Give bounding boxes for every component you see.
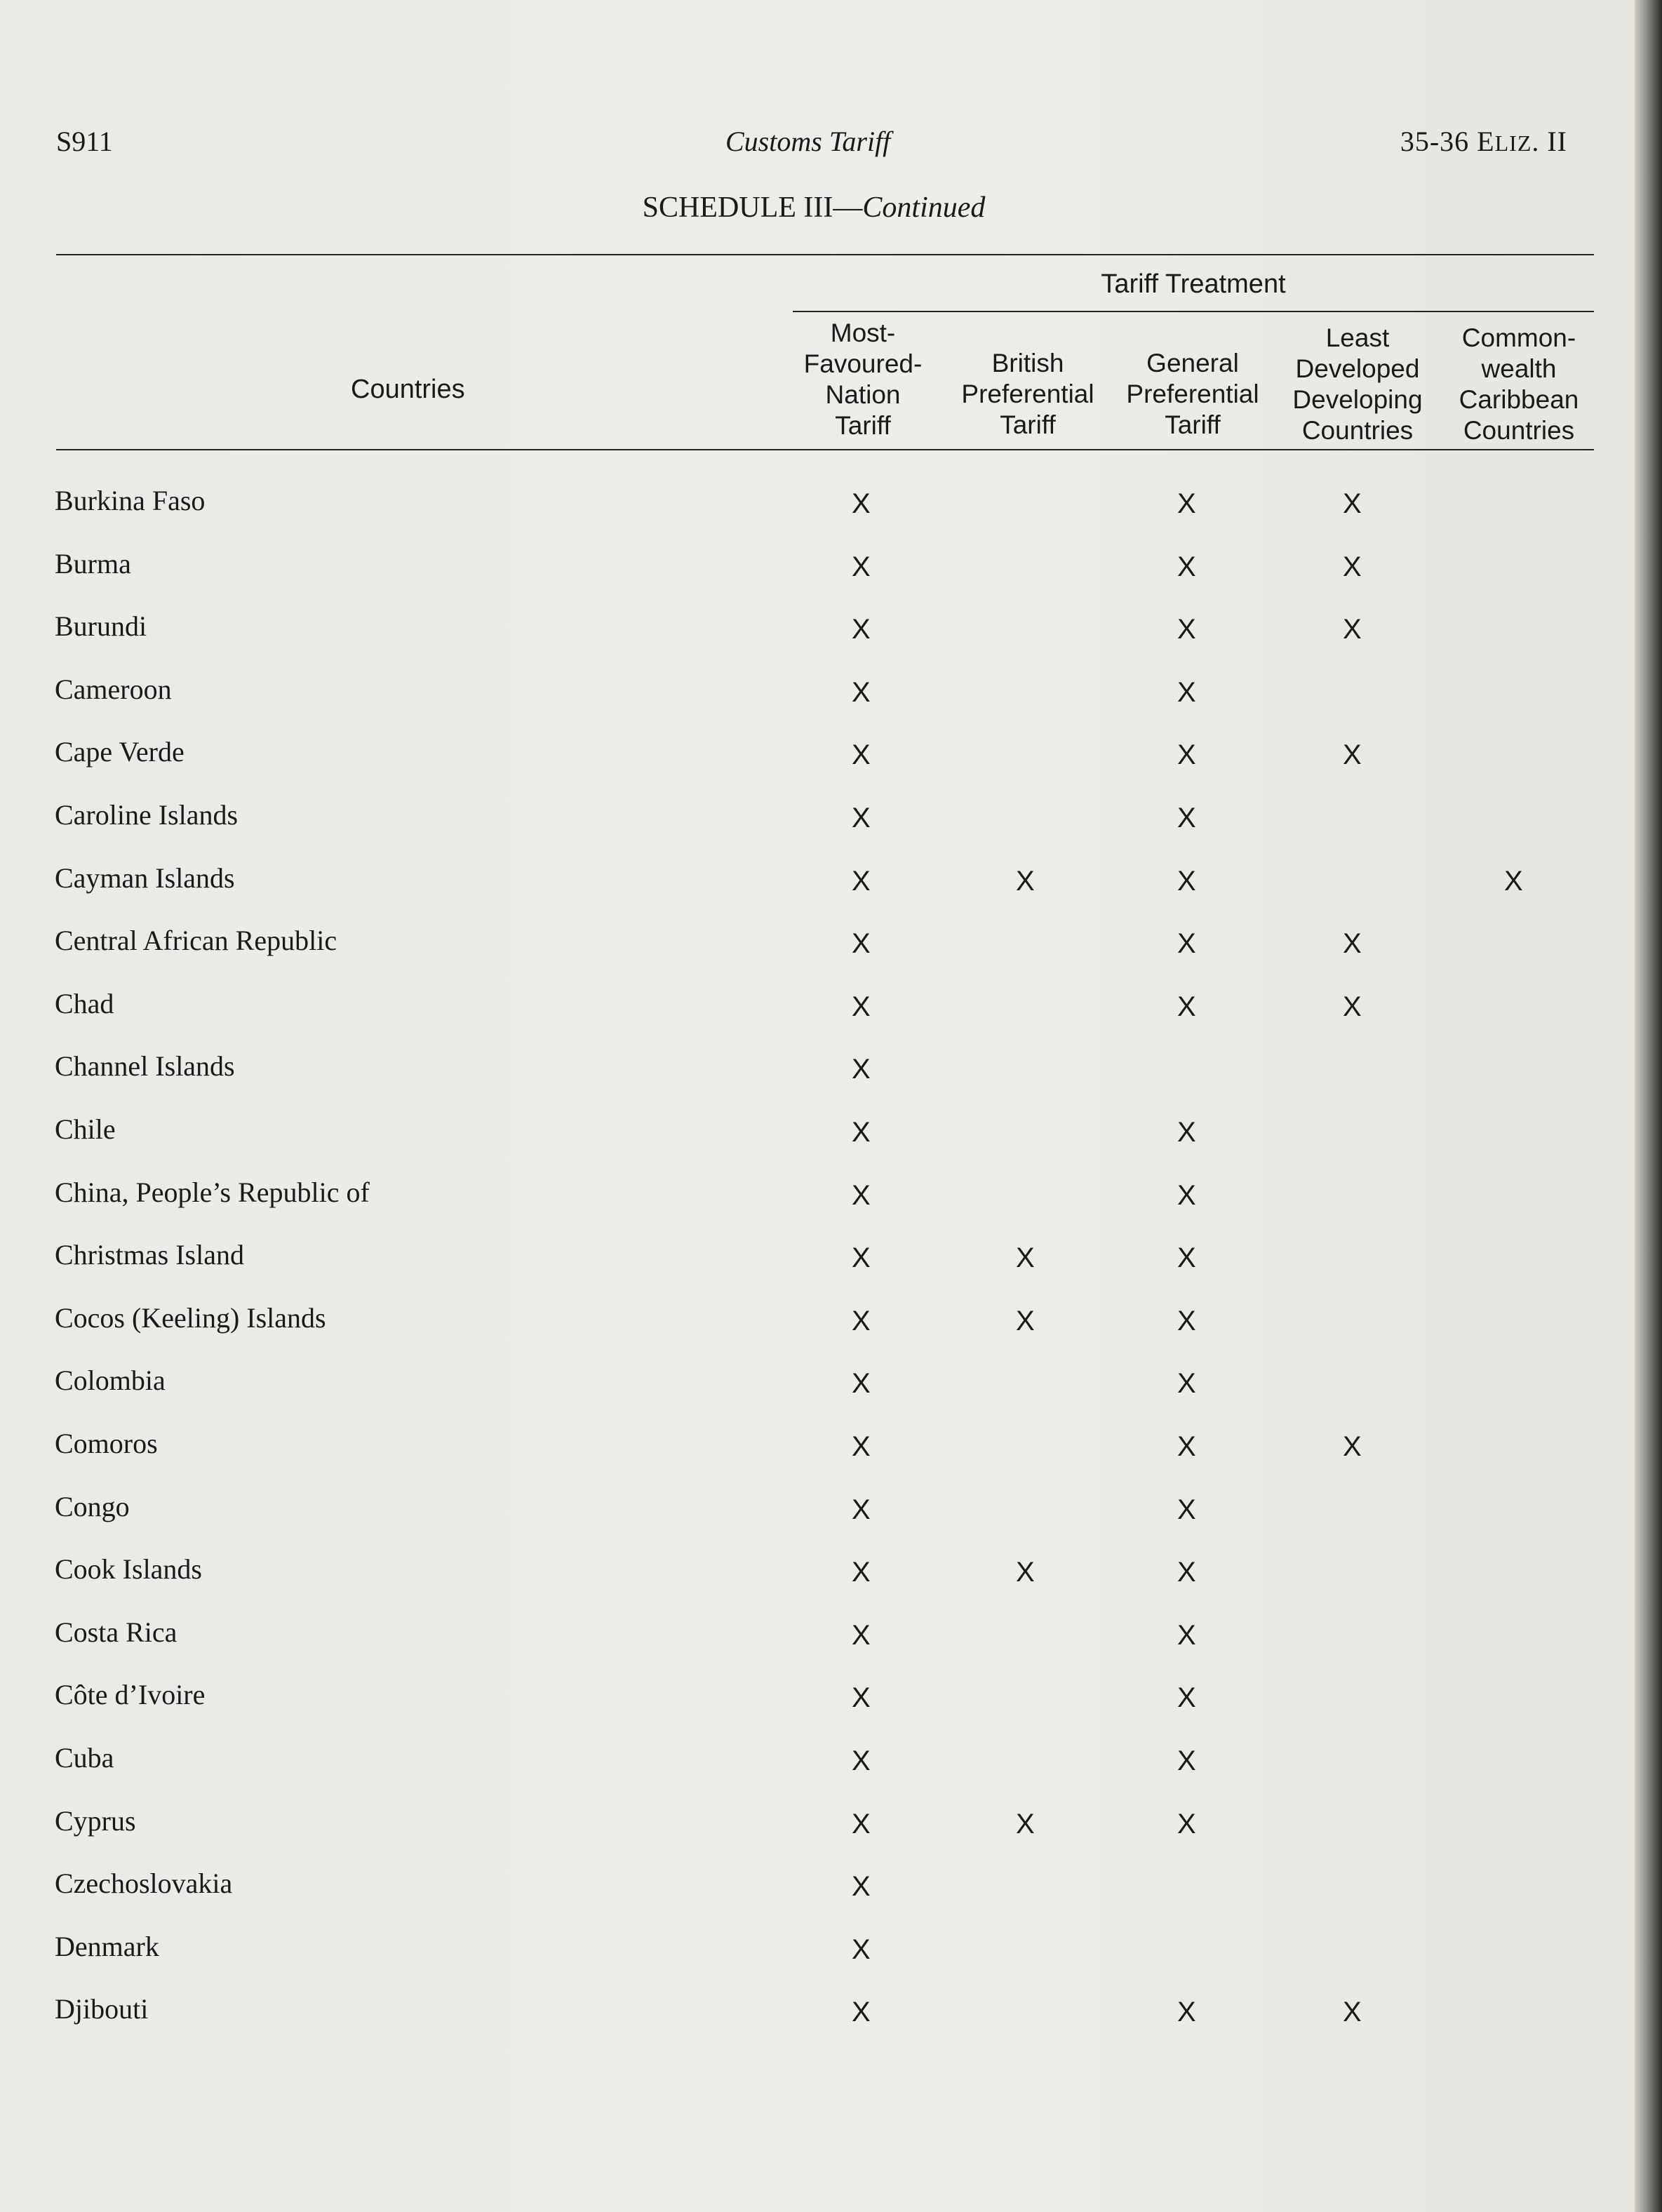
country-name: Chile — [55, 1113, 116, 1145]
tariff-mark: X — [1177, 991, 1196, 1022]
table-row — [0, 1490, 1635, 1553]
tariff-mark: X — [852, 1557, 871, 1588]
country-name: Burma — [55, 548, 131, 579]
tariff-treatment-header: Tariff Treatment — [1101, 269, 1286, 299]
tariff-mark: X — [1343, 991, 1362, 1022]
country-name: Cape Verde — [55, 736, 185, 768]
table-row — [0, 1113, 1635, 1176]
table-row — [0, 547, 1635, 610]
tariff-mark: X — [1177, 1117, 1196, 1148]
country-name: Colombia — [55, 1365, 166, 1396]
tariff-mark: X — [1016, 866, 1035, 897]
country-name: Costa Rica — [55, 1616, 177, 1648]
country-name: Burkina Faso — [55, 485, 206, 516]
country-name: Chad — [55, 988, 114, 1019]
country-name: Comoros — [55, 1428, 158, 1459]
tariff-mark: X — [1177, 1745, 1196, 1776]
tariff-mark: X — [1343, 1431, 1362, 1462]
tariff-mark: X — [852, 991, 871, 1022]
tariff-mark: X — [852, 1809, 871, 1839]
tariff-mark: X — [852, 1242, 871, 1273]
tariff-mark: X — [852, 1494, 871, 1525]
column-header-least-developed: Least Developed Developing Countries — [1292, 323, 1423, 445]
header-rule — [56, 449, 1594, 450]
table-row — [0, 1050, 1635, 1113]
country-name: China, People’s Republic of — [55, 1177, 370, 1208]
tariff-mark: X — [1177, 1306, 1196, 1336]
table-row — [0, 673, 1635, 736]
tariff-mark: X — [852, 866, 871, 897]
running-title: Customs Tariff — [725, 126, 891, 157]
tariff-mark: X — [1504, 866, 1523, 897]
schedule-title: SCHEDULE III—Continued — [642, 192, 986, 224]
column-header-mfn: Most- Favoured- Nation Tariff — [803, 319, 923, 440]
table-row — [0, 1427, 1635, 1490]
tariff-mark: X — [852, 1997, 871, 2027]
tariff-mark: X — [1343, 928, 1362, 959]
table-row — [0, 1238, 1635, 1301]
table-row — [0, 1616, 1635, 1679]
tariff-mark: X — [852, 739, 871, 770]
country-name: Czechoslovakia — [55, 1868, 233, 1899]
tariff-mark: X — [852, 1117, 871, 1148]
table-row — [0, 1741, 1635, 1804]
tariff-mark: X — [1177, 1809, 1196, 1839]
tariff-mark: X — [1343, 551, 1362, 582]
table-row — [0, 862, 1635, 925]
tariff-mark: X — [1177, 551, 1196, 582]
tariff-mark: X — [852, 551, 871, 582]
tariff-mark: X — [852, 488, 871, 519]
regnal-year: 35-36 ELIZ. II — [1400, 126, 1567, 157]
table-row — [0, 1992, 1635, 2056]
tariff-mark: X — [852, 803, 871, 833]
tariff-mark: X — [852, 1431, 871, 1462]
page-folio: S911 — [56, 126, 113, 157]
tariff-mark: X — [1177, 803, 1196, 833]
country-name: Djibouti — [55, 1993, 149, 2025]
tariff-mark: X — [1177, 1557, 1196, 1588]
country-name: Burundi — [55, 610, 147, 642]
tariff-mark: X — [1177, 1494, 1196, 1525]
table-row — [0, 1867, 1635, 1930]
tariff-mark: X — [852, 1054, 871, 1085]
table-row — [0, 1301, 1635, 1365]
countries-column-header: Countries — [351, 375, 465, 404]
tariff-mark: X — [1177, 488, 1196, 519]
table-row — [0, 735, 1635, 798]
tariff-mark: X — [852, 1306, 871, 1336]
country-name: Central African Republic — [55, 925, 337, 956]
table-row — [0, 1364, 1635, 1427]
country-name: Côte d’Ivoire — [55, 1679, 206, 1710]
country-name: Cameroon — [55, 673, 172, 705]
tariff-mark: X — [1343, 488, 1362, 519]
tariff-mark: X — [1177, 614, 1196, 645]
tariff-mark: X — [1177, 739, 1196, 770]
tariff-mark: X — [1177, 1242, 1196, 1273]
tariff-mark: X — [1343, 739, 1362, 770]
tariff-mark: X — [1177, 677, 1196, 708]
column-header-commonwealth-caribbean: Common- wealth Caribbean Countries — [1459, 323, 1579, 445]
tariff-mark: X — [1177, 1997, 1196, 2027]
tariff-mark: X — [1177, 1682, 1196, 1713]
column-header-british-preferential: British Preferential Tariff — [961, 349, 1094, 439]
table-row — [0, 1804, 1635, 1868]
country-name: Caroline Islands — [55, 799, 239, 831]
table-row — [0, 1930, 1635, 1993]
tariff-mark: X — [1343, 614, 1362, 645]
country-name: Channel Islands — [55, 1050, 235, 1082]
country-name: Cook Islands — [55, 1553, 202, 1585]
tariff-mark: X — [1177, 928, 1196, 959]
tariff-mark: X — [852, 1682, 871, 1713]
tariff-mark: X — [852, 1745, 871, 1776]
tariff-mark: X — [852, 677, 871, 708]
top-rule — [56, 254, 1594, 255]
table-row — [0, 987, 1635, 1050]
tariff-mark: X — [1177, 1368, 1196, 1399]
tariff-mark: X — [852, 1934, 871, 1965]
tariff-mark: X — [852, 614, 871, 645]
schedule-continued: Continued — [862, 192, 986, 224]
table-row — [0, 1176, 1635, 1239]
table-row — [0, 798, 1635, 862]
country-name: Cyprus — [55, 1805, 136, 1837]
tariff-mark: X — [1177, 1431, 1196, 1462]
country-name: Denmark — [55, 1931, 159, 1962]
tariff-mark: X — [852, 1180, 871, 1211]
tariff-mark: X — [852, 1368, 871, 1399]
tariff-mark: X — [1016, 1557, 1035, 1588]
country-name: Cocos (Keeling) Islands — [55, 1302, 326, 1334]
column-header-general-preferential: General Preferential Tariff — [1126, 349, 1259, 439]
tariff-treatment-rule — [793, 311, 1594, 312]
table-row — [0, 1678, 1635, 1741]
table-row — [0, 610, 1635, 673]
country-name: Christmas Island — [55, 1239, 244, 1271]
tariff-mark: X — [1016, 1242, 1035, 1273]
country-name: Cayman Islands — [55, 862, 235, 894]
tariff-mark: X — [852, 1871, 871, 1902]
table-row — [0, 924, 1635, 987]
table-row — [0, 484, 1635, 547]
tariff-mark: X — [1343, 1997, 1362, 2027]
table-row — [0, 1553, 1635, 1616]
country-name: Cuba — [55, 1742, 114, 1774]
tariff-mark: X — [1016, 1809, 1035, 1839]
country-name: Congo — [55, 1491, 130, 1522]
tariff-mark: X — [1177, 1620, 1196, 1651]
tariff-mark: X — [1177, 866, 1196, 897]
tariff-mark: X — [852, 1620, 871, 1651]
page-binding-edge — [1635, 0, 1662, 2212]
tariff-mark: X — [1016, 1306, 1035, 1336]
tariff-mark: X — [1177, 1180, 1196, 1211]
tariff-mark: X — [852, 928, 871, 959]
